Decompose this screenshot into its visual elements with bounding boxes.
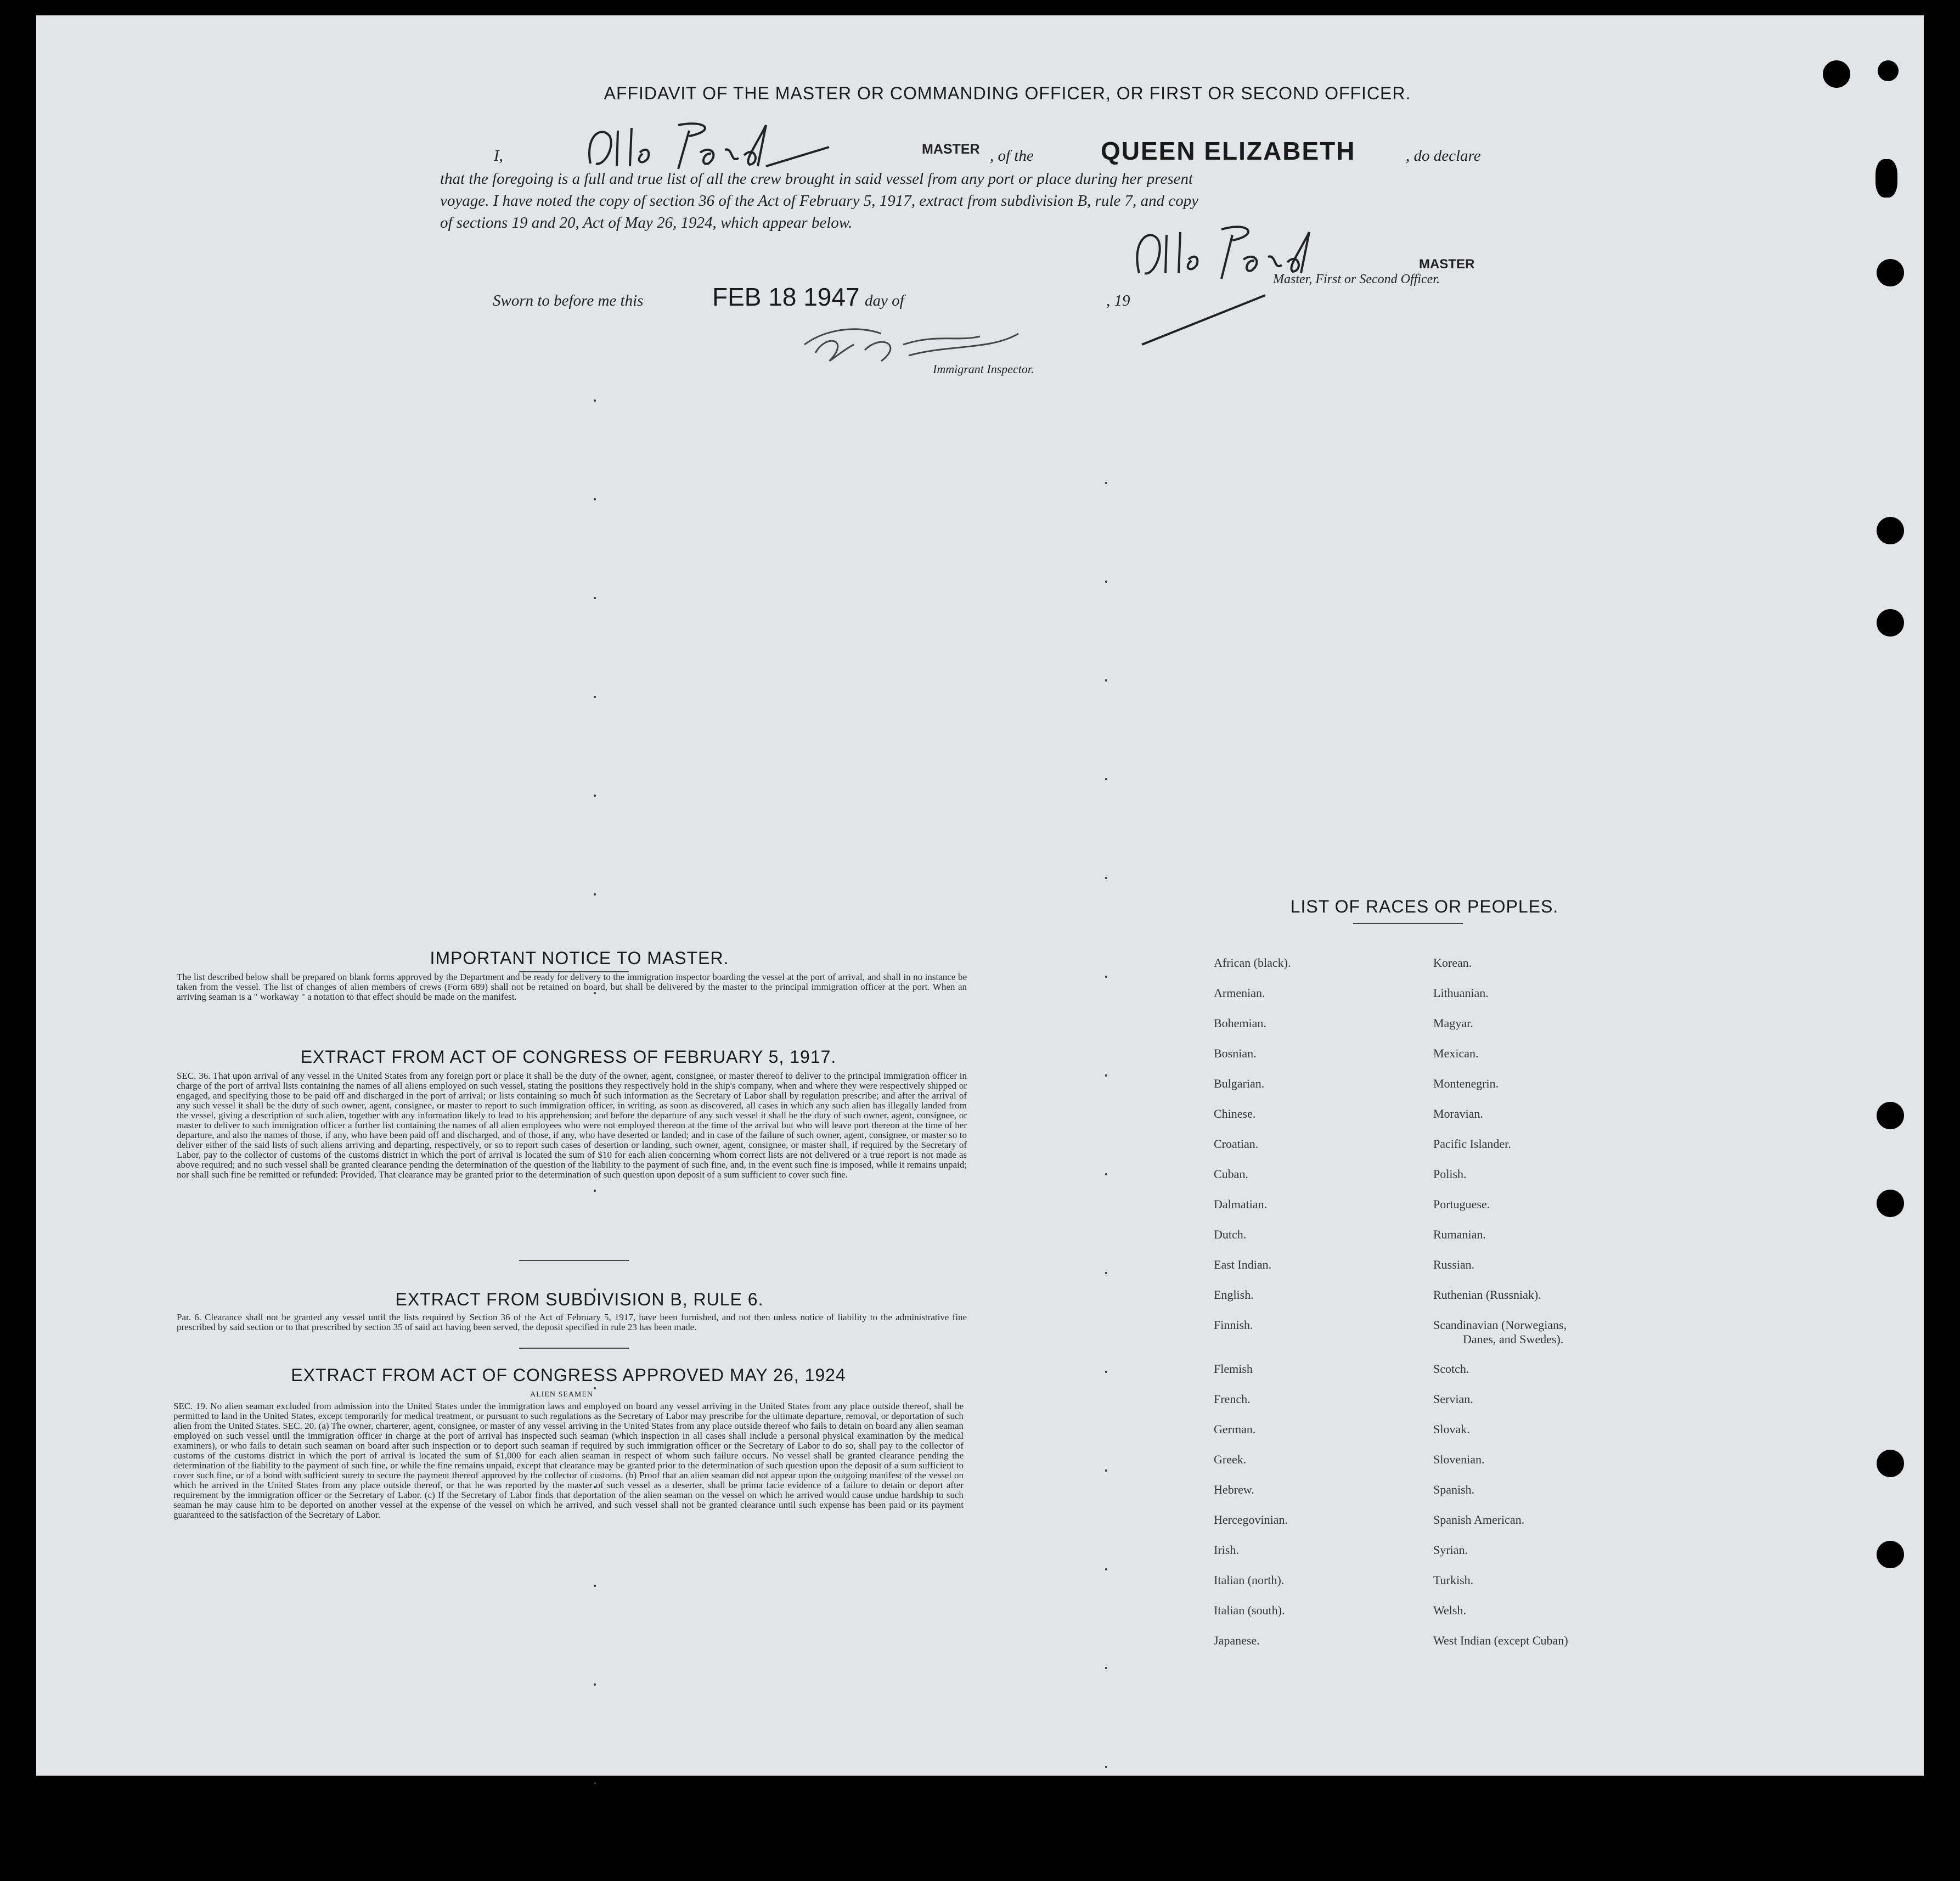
races-title: LIST OF RACES OR PEOPLES. — [1290, 897, 1559, 916]
race-item: Hercegovinian. — [1214, 1513, 1288, 1527]
race-item: Greek. — [1214, 1452, 1247, 1466]
extract-1917-text: SEC. 36. That upon arrival of any vessel in the United States from any foreign port or place it shall be the duty of the owner, agent, consignee, or master thereof to deliver to the principal immigration officer in charge of the port of arrival lists containing the names of all aliens employed on such vessel, stating the positions they respectively hold in the ship's company, when and where they were respectively shipped or engaged, and specifying those to be paid off and discharged in the port of arrival; or lists containing so much of such information as the Secretary of Labor shall by regulation prescribe; and after the arrival of any such vessel it shall be the duty of such owner, agent, consignee, or master to report to such immigration officer, in writing, as soon as discovered, all cases in which any such alien has illegally landed from the vessel, giving a description of such alien, together with any information likely to lead to his apprehension; and before the departure of any such vessel it shall be the duty of such owner, agent, consignee, or master to deliver to such immigration officer a further list containing the names of all alien employees who were not employed thereon at the time of the arrival but who will leave port thereon at the time of her departure, and also the names of those, if any, who have been paid off and discharged, and of those, if any, who have deserted or landed; and in case of the failure of such owner, agent, consignee, or master so to deliver either of the said lists of such aliens arriving and departing, respectively, or so to report such cases of desertion or landing, such owner, agent, consignee, or master shall, if required by the Secretary of Labor, pay to the collector of customs of the customs district in which the port of arrival is located the sum of $10 for each alien concerning whom correct lists are not delivered or a true report is not made as above required; and no such vessel shall be granted clearance pending the determination of the question of the liability to the payment of such fine, and, in the event such fine is imposed, while it remains unpaid; nor shall such fine be remitted or refunded: Provided, That clearance may be granted prior to the determination of such question upon deposit of a sum sufficient to cover such fine. — [177, 1071, 967, 1180]
punch-hole — [1877, 1450, 1904, 1477]
subdivision-title: EXTRACT FROM SUBDIVISION B, RULE 6. — [395, 1289, 764, 1309]
race-item: Slovenian. — [1433, 1452, 1485, 1466]
master-stamp: MASTER — [922, 142, 980, 157]
master-caption: Master, First or Second Officer. — [1273, 272, 1440, 286]
affidavit-body-line3: of sections 19 and 20, Act of May 26, 1924, which appear below. — [440, 214, 853, 232]
punch-hole — [1877, 1190, 1904, 1217]
race-item: Spanish American. — [1433, 1513, 1525, 1527]
race-item: Danes, and Swedes). — [1463, 1332, 1564, 1346]
race-item: Korean. — [1433, 956, 1472, 970]
punch-hole — [1877, 1102, 1904, 1129]
year-prefix: , 19 — [1106, 292, 1130, 309]
notice-title: IMPORTANT NOTICE TO MASTER. — [430, 948, 729, 968]
extract-1924-subtitle: ALIEN SEAMEN — [530, 1390, 594, 1399]
affidavit-body-line2: voyage. I have noted the copy of section 36 of the Act of February 5, 1917, extract from subdivision B, rule 7, and copy — [440, 192, 1199, 210]
race-item: Italian (south). — [1214, 1603, 1285, 1617]
punch-hole — [1877, 517, 1904, 544]
race-item: Scotch. — [1433, 1362, 1469, 1376]
race-item: Magyar. — [1433, 1016, 1473, 1030]
race-item: Dalmatian. — [1214, 1197, 1268, 1211]
divider — [519, 1260, 629, 1261]
of-the-label: , of the — [990, 147, 1034, 165]
race-item: Mexican. — [1433, 1046, 1479, 1060]
race-item: Pacific Islander. — [1433, 1137, 1511, 1151]
race-item: Rumanian. — [1433, 1227, 1486, 1241]
race-item: English. — [1214, 1288, 1254, 1302]
extract-1924-text: SEC. 19. No alien seaman excluded from admission into the United States under the immigration laws and employed on board any vessel arriving in the United States from any place outside thereof, shall be permitted to land in the United States, except temporarily for medical treatment, or pursuant to such regulations as the Secretary of Labor may prescribe for the ultimate departure, removal, or deportation of such alien from the United States. SEC. 20. (a) The owner, charterer, agent, consignee, or master of any vessel arriving in the United States from any place outside thereof who fails to detain on board any alien seaman employed on such vessel until the immigration officer in charge at the port of arrival has inspected such seaman (which inspection in all cases shall include a personal physical examination by the medical examiners), or who fails to detain such seaman on board after such inspection or to deport such seaman if required by such immigration officer or the Secretary of Labor to do so, shall pay to the collector of customs of the customs district in which the port of arrival is located the sum of $1,000 for each alien seaman in respect of whom such failure occurs. No vessel shall be granted clearance pending the determination of the liability to the payment of such fine, or while the fine remains unpaid, except that clearance may be granted prior to the determination of such question upon the deposit of a sum sufficient to cover such fine, or of a bond with sufficient surety to secure the payment thereof approved by the collector of customs. (b) Proof that an alien seaman did not appear upon the outgoing manifest of the vessel on which he arrived in the United States from any place outside thereof, or that he was reported by the master of such vessel as a deserter, shall be prima facie evidence of a failure to detain or deport after requirement by the immigration officer or the Secretary of Labor. (c) If the Secretary of Labor finds that deportation of the alien seaman on the vessel on which he arrived would cause undue hardship to such seaman he may cause him to be deported on another vessel at the expense of the vessel on which he arrived, and such vessel shall not be granted clearance until such expense has been paid or its payment guaranteed to the satisfaction of the Secretary of Labor. — [173, 1401, 964, 1520]
master-signature-stamp: MASTER — [1419, 257, 1475, 272]
race-item: Spanish. — [1433, 1483, 1475, 1496]
day-of-label: day of — [865, 292, 904, 309]
race-item: Dutch. — [1214, 1227, 1247, 1241]
divider — [1353, 923, 1463, 924]
i-label: I, — [494, 147, 503, 165]
race-item: Moravian. — [1433, 1107, 1484, 1120]
race-item: Bulgarian. — [1214, 1077, 1265, 1090]
race-item: Chinese. — [1214, 1107, 1256, 1120]
date-stamp: FEB 18 1947 — [712, 283, 860, 311]
race-item: German. — [1214, 1422, 1256, 1436]
race-item: Italian (north). — [1214, 1573, 1285, 1587]
race-item: Turkish. — [1433, 1573, 1474, 1587]
divider — [519, 1348, 629, 1349]
extract-1924-title: EXTRACT FROM ACT OF CONGRESS APPROVED MAY 26, 1924 — [291, 1365, 846, 1385]
punch-hole — [1877, 609, 1904, 637]
notice-text: The list described below shall be prepared on blank forms approved by the Department and be ready for delivery to the immigration inspector boarding the vessel at the port of arrival, and shall in no instance be taken from the vessel. The list of changes of alien members of crews (Form 689) shall not be retained on board, but shall be delivered by the master to the principal immigration officer at the port. When an arriving seaman is a " workaway " a notation to that effect should be made on the manifest. — [177, 972, 967, 1002]
race-item: Polish. — [1433, 1167, 1467, 1181]
race-item: Bohemian. — [1214, 1016, 1266, 1030]
race-item: Russian. — [1433, 1258, 1475, 1271]
race-item: Finnish. — [1214, 1318, 1253, 1332]
race-item: Flemish — [1214, 1362, 1253, 1376]
race-item: Bosnian. — [1214, 1046, 1257, 1060]
race-item: Servian. — [1433, 1392, 1473, 1406]
document-page — [36, 15, 1924, 1776]
affidavit-body-line1: that the foregoing is a full and true list of all the crew brought in said vessel from any port or place during her present — [440, 170, 1193, 188]
punch-hole — [1878, 60, 1899, 81]
punch-hole — [1823, 60, 1850, 88]
sworn-label: Sworn to before me this — [493, 292, 644, 309]
race-item: Irish. — [1214, 1543, 1239, 1557]
race-item: Croatian. — [1214, 1137, 1259, 1151]
race-item: French. — [1214, 1392, 1251, 1406]
dot-guide-right — [1105, 482, 1107, 1865]
do-declare-label: , do declare — [1406, 147, 1481, 165]
extract-1917-title: EXTRACT FROM ACT OF CONGRESS OF FEBRUARY 5, 1917. — [300, 1047, 837, 1067]
race-item: Syrian. — [1433, 1543, 1468, 1557]
subdivision-text: Par. 6. Clearance shall not be granted any vessel until the lists required by Section 36 of the Act of February 5, 1917, have been furnished, and not then unless notice of liability to the administrative fine prescribed by said section or to that prescribed by section 35 of said act having been served, the deposit specified in rule 23 has been made. — [177, 1312, 967, 1332]
race-item: Armenian. — [1214, 986, 1265, 1000]
race-item: Scandinavian (Norwegians, — [1433, 1318, 1567, 1332]
race-item: East Indian. — [1214, 1258, 1272, 1271]
race-item: Japanese. — [1214, 1634, 1260, 1647]
race-item: Hebrew. — [1214, 1483, 1254, 1496]
race-item: Lithuanian. — [1433, 986, 1489, 1000]
race-item: West Indian (except Cuban) — [1433, 1634, 1568, 1647]
race-item: Portuguese. — [1433, 1197, 1490, 1211]
inspector-caption: Immigrant Inspector. — [933, 362, 1034, 376]
punch-hole — [1877, 259, 1904, 286]
vessel-name: QUEEN ELIZABETH — [1101, 137, 1356, 165]
race-item: Cuban. — [1214, 1167, 1248, 1181]
race-item: Montenegrin. — [1433, 1077, 1499, 1090]
affidavit-title: AFFIDAVIT OF THE MASTER OR COMMANDING OFFICER, OR FIRST OR SECOND OFFICER. — [604, 83, 1411, 103]
punch-hole — [1875, 159, 1897, 198]
race-item: African (black). — [1214, 956, 1291, 970]
punch-hole — [1877, 1541, 1904, 1568]
race-item: Welsh. — [1433, 1603, 1466, 1617]
race-item: Ruthenian (Russniak). — [1433, 1288, 1541, 1302]
race-item: Slovak. — [1433, 1422, 1470, 1436]
